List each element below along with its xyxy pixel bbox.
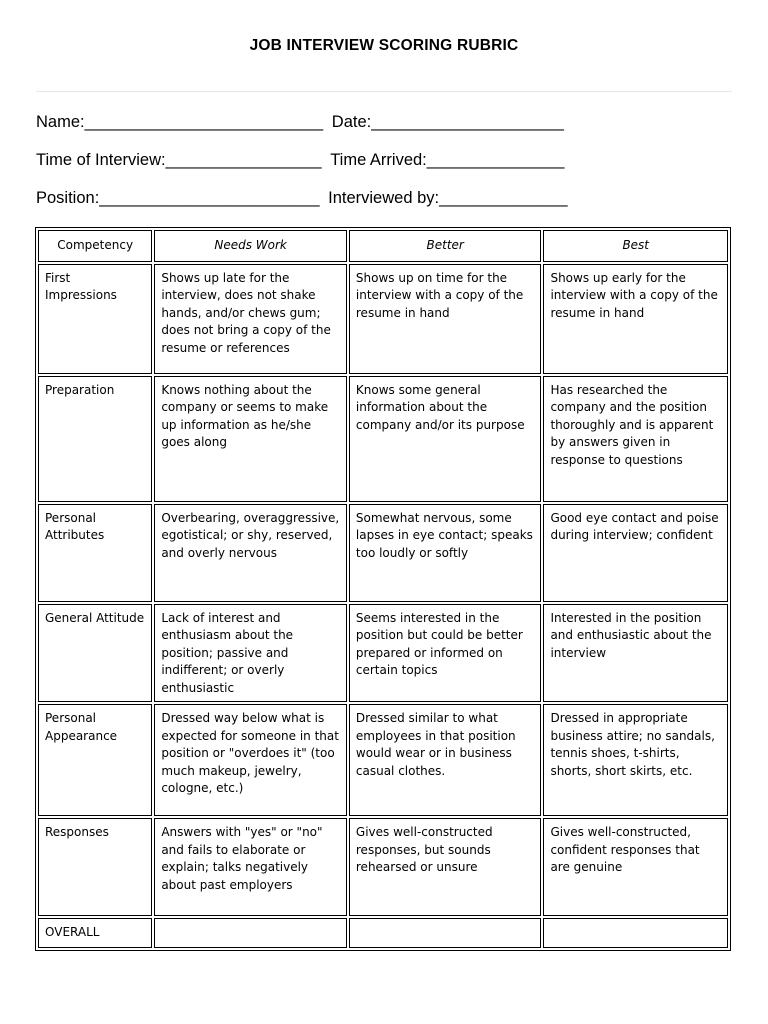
needs-work-cell: Answers with "yes" or "no" and fails to elaborate or explain; talks negatively about past employers	[154, 818, 347, 916]
best-cell: Dressed in appropriate business attire; no sandals, tennis shoes, t-shirts, shorts, short skirts, etc.	[543, 704, 728, 816]
needs-work-cell: Overbearing, overaggressive, egotistical; or shy, reserved, and overly nervous	[154, 504, 347, 602]
best-cell: Shows up early for the interview with a copy of the resume in hand	[543, 264, 728, 374]
competency-cell: OVERALL	[38, 918, 152, 948]
better-cell: Somewhat nervous, some lapses in eye contact; speaks too loudly or softly	[349, 504, 542, 602]
better-cell: Knows some general information about the company and/or its purpose	[349, 376, 542, 502]
header-competency: Competency	[38, 230, 152, 262]
header-needs-work: Needs Work	[154, 230, 347, 262]
best-cell: Good eye contact and poise during interview; confident	[543, 504, 728, 602]
competency-cell: Personal Attributes	[38, 504, 152, 602]
header-better: Better	[349, 230, 542, 262]
time-arrived-field[interactable]: Time Arrived:_______________	[330, 151, 565, 169]
needs-work-score-cell[interactable]	[154, 918, 347, 948]
competency-cell: Responses	[38, 818, 152, 916]
better-cell: Dressed similar to what employees in that position would wear or in business casual clothes.	[349, 704, 542, 816]
table-row	[38, 376, 728, 502]
competency-cell: Preparation	[38, 376, 152, 502]
name-date-row	[36, 113, 564, 132]
interviewed-by-field[interactable]: Interviewed by:______________	[328, 189, 568, 207]
table-row	[38, 704, 728, 816]
date-field[interactable]: Date:_____________________	[331, 113, 564, 131]
better-score-cell[interactable]	[349, 918, 542, 948]
header-best: Best	[543, 230, 728, 262]
position-row	[36, 189, 568, 208]
time-row	[36, 151, 564, 170]
needs-work-cell: Lack of interest and enthusiasm about the position; passive and indifferent; or overly enthusiastic	[154, 604, 347, 703]
page-title: JOB INTERVIEW SCORING RUBRIC	[249, 37, 519, 54]
table-row	[38, 504, 728, 602]
table-row	[38, 264, 728, 374]
divider	[36, 91, 732, 92]
table-row	[38, 604, 728, 703]
position-field[interactable]: Position:________________________	[36, 189, 320, 207]
time-of-interview-field[interactable]: Time of Interview:_________________	[36, 151, 322, 169]
needs-work-cell: Shows up late for the interview, does not shake hands, and/or chews gum; does not bring a copy of the resume or references	[154, 264, 347, 374]
table-row	[38, 818, 728, 916]
table-header-row	[38, 230, 728, 262]
competency-cell: General Attitude	[38, 604, 152, 703]
better-cell: Shows up on time for the interview with a copy of the resume in hand	[349, 264, 542, 374]
name-field[interactable]: Name:__________________________	[36, 113, 324, 131]
needs-work-cell: Dressed way below what is expected for someone in that position or "overdoes it" (too much makeup, jewelry, cologne, etc.)	[154, 704, 347, 816]
overall-row	[38, 918, 728, 948]
rubric-table	[35, 227, 731, 951]
best-score-cell[interactable]	[543, 918, 728, 948]
best-cell: Has researched the company and the position thoroughly and is apparent by answers given in response to questions	[543, 376, 728, 502]
best-cell: Gives well-constructed, confident responses that are genuine	[543, 818, 728, 916]
better-cell: Seems interested in the position but could be better prepared or informed on certain topics	[349, 604, 542, 703]
competency-cell: Personal Appearance	[38, 704, 152, 816]
best-cell: Interested in the position and enthusiastic about the interview	[543, 604, 728, 703]
needs-work-cell: Knows nothing about the company or seems to make up information as he/she goes along	[154, 376, 347, 502]
competency-cell: First Impressions	[38, 264, 152, 374]
better-cell: Gives well-constructed responses, but sounds rehearsed or unsure	[349, 818, 542, 916]
